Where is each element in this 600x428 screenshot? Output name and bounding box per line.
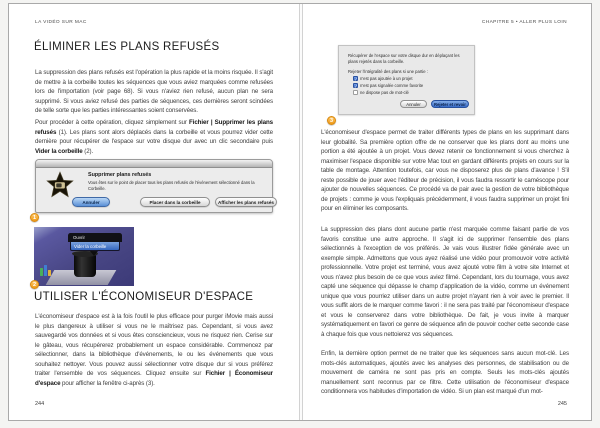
checkbox-checked-icon[interactable]: [353, 76, 358, 81]
section-heading-eliminer: ÉLIMINER LES PLANS REFUSÉS: [34, 41, 220, 53]
option-row: [353, 83, 423, 89]
trash-context-menu: [68, 233, 122, 256]
dialog-intro-text: Récupérer de l'espace sur votre disque dur en déplaçant les plans rejetés dans la corbeille.: [348, 53, 460, 64]
dialog-title: Supprimer plans refusés: [88, 172, 152, 178]
menu-path-bold: Fichier | Supprimer les plans refusés: [35, 119, 274, 136]
dialog-titlebar: [36, 160, 272, 168]
paragraph: La suppression des plans dont aucune partie n'est marquée comme faisant partie de vos favoris constitue une autre approche. Il s'agit ici de supprimer l'ensemble des plans sélectionnés à l'exception de vos préférés. Je vais vous illustrer l'idée générale avec un exemple simple. Admettons que vous ayez réalisé une vidéo pour promouvoir votre activité professionnelle. Votre projet est terminé, vous avez ajouté votre film à votre site Internet et vous n'avez plus besoin de ce que vous aviez filmé. Cependant, lors du tournage, vous avez capté une séquence qui dépasse le champ d'application de la vidéo, comme un événement unique que vous pourriez utiliser dans un autre projet n'ayant rien à voir avec le premier. Il vous suffit alors de le marquer comme favori : il ne sera pas traité par l'économiseur d'espace et vous le conserverez dans votre bibliothèque. De fait, je vous invite à marquer systématiquement en favori ce genre de séquence afin de pouvoir cocher cette seconde case à chaque fois que vous nettoierez vos séquences.: [321, 226, 569, 338]
menu-path-bold: Fichier | Économiseur d'espace: [35, 370, 273, 387]
paragraph-text: pour afficher la fenêtre ci-après (3).: [60, 379, 155, 387]
menu-path-bold: Vider la corbeille: [35, 147, 83, 155]
callout-marker-2: 2: [30, 280, 39, 289]
book-spread: [8, 3, 592, 421]
paragraph-text: (1). Les plans sont alors déplacés dans la corbeille et vous pourrez vider cette dernière pour récupérer de l'espace sur votre disque dur avec un clic secondaire puis: [35, 128, 273, 145]
menu-pointer: [90, 251, 98, 256]
place-in-trash-button[interactable]: Placer dans la corbeille: [140, 197, 210, 207]
paragraph-text: (2).: [82, 147, 94, 155]
callout-marker-1: 1: [30, 213, 39, 222]
dialog-reject-label: Rejeter l'intégralité des plans si une partie :: [348, 69, 428, 74]
dialog-economiseur-espace: [338, 45, 475, 115]
paragraph-text: Pour procéder à cette opération, cliquez simplement sur: [35, 119, 190, 126]
menu-item-vider-la-corbeille[interactable]: Vider la corbeille: [70, 242, 120, 251]
option-row: [353, 90, 409, 96]
section-heading-economiseur: UTILISER L'ÉCONOMISEUR D'ESPACE: [34, 291, 254, 303]
paragraph: L'économiseur d'espace permet de traiter différents types de plans en les supprimant dans leur globalité. Sa première option offre de ne conserver que les plans dont au moins une portion a été ajoutée à un projet. Vous devez retenir ce fonctionnement si vous cherchez à maximiser l'espace disponible sur votre Mac tout en gardant différents projets en cours sur la table de montage. Attention toutefois, car vous ne disposerez plus de plans d'avance ! S'il reste possible de jouer avec l'éditeur de précision, il vous faudra ressortir le caméscope pour ajouter de nouvelles séquences. Ce procédé va de pair avec la gestion de votre bibliothèque de projets : comme je vous l'expliquais précédemment, il vous faudra supprimer un projet fini pour en éliminer les composants.: [321, 129, 569, 212]
paragraph-text: L'économiseur d'espace est à la fois l'outil le plus efficace pour purger iMovie mais aussi le plus dangereux à utiliser si vous ne le maîtrisez pas. Cependant, si vous avez sauvegardé vos données et si vous êtes consciencieux, vous ne risquez rien. Cerise sur le gâteau, vous récupérerez probablement un espace considérable. Commencez par sélectionner, dans la bibliothèque d'événements, le ou les événements que vous souhaitez nettoyer. Vous pouvez aussi sélectionner votre disque dur si vous préférez traiter l'ensemble de vos séquences. Cliquez ensuite sur: [35, 313, 273, 377]
menu-item-ouvrir[interactable]: Ouvrir: [68, 233, 122, 242]
chart-dock-icon: [40, 264, 52, 276]
option-row: [353, 76, 412, 82]
option-label: ne dispose pas de mot-clé: [360, 90, 409, 95]
reject-and-review-button[interactable]: Rejeter et revoir: [431, 100, 469, 108]
trash-can-icon: [74, 253, 96, 277]
checkbox-unchecked-icon[interactable]: [353, 90, 358, 95]
page-fold: [299, 4, 303, 420]
paragraph: La suppression des plans refusés est l'opération la plus rapide et la moins risquée. Il s'agit de mettre à la corbeille toutes les séquences que vous aviez marquées comme refusées lors de l'importation (voir page 68). Si vous n'aviez rien refusé, aucun plan ne sera supprimé. Si vous aviez refusé des parties de séquences, ces dernières seront scindées de telle sorte que les parties intéressantes soient conservées.: [35, 69, 273, 114]
dialog-message: Vous êtes sur le point de placer tous les plans refusés de l'événement sélectionné dans la Corbeille.: [88, 180, 255, 191]
trash-screenshot: [34, 227, 134, 286]
imovie-star-icon: [46, 171, 74, 204]
paragraph: [35, 118, 273, 156]
dialog-supprimer-plans-refuses: [35, 159, 273, 213]
page-number-left: 244: [35, 401, 45, 407]
option-label: n'est pas signalée comme favorite: [360, 83, 424, 88]
cancel-button[interactable]: Annuler: [400, 100, 427, 108]
running-head-right: CHAPITRE 5 • ALLER PLUS LOIN: [481, 20, 567, 25]
page-number-right: 245: [557, 401, 567, 407]
show-rejected-clips-button[interactable]: Afficher les plans refusés: [215, 197, 277, 207]
paragraph: Enfin, la dernière option permet de ne traiter que les séquences sans aucun mot-clé. Les mots-clés automatiques, ajoutés avec les analyses des personnes, de stabilisation ou de mouvement de caméra ne sont pas pris en compte. Seuls les mots-clés ajoutés manuellement sont reconnus par ce filtre. Cette utilisation de l'économiseur d'espace conditionnera vos habitudes d'importation de vidéo. Si un plan est marqué d'un mot-: [321, 350, 569, 395]
running-head-left: LA VIDÉO SUR MAC: [35, 20, 87, 25]
cancel-button[interactable]: Annuler: [72, 197, 110, 207]
paragraph: [35, 312, 273, 388]
checkbox-checked-icon[interactable]: [353, 83, 358, 88]
callout-marker-3: 3: [327, 116, 336, 125]
option-label: n'est pas ajoutée à un projet: [360, 76, 413, 81]
